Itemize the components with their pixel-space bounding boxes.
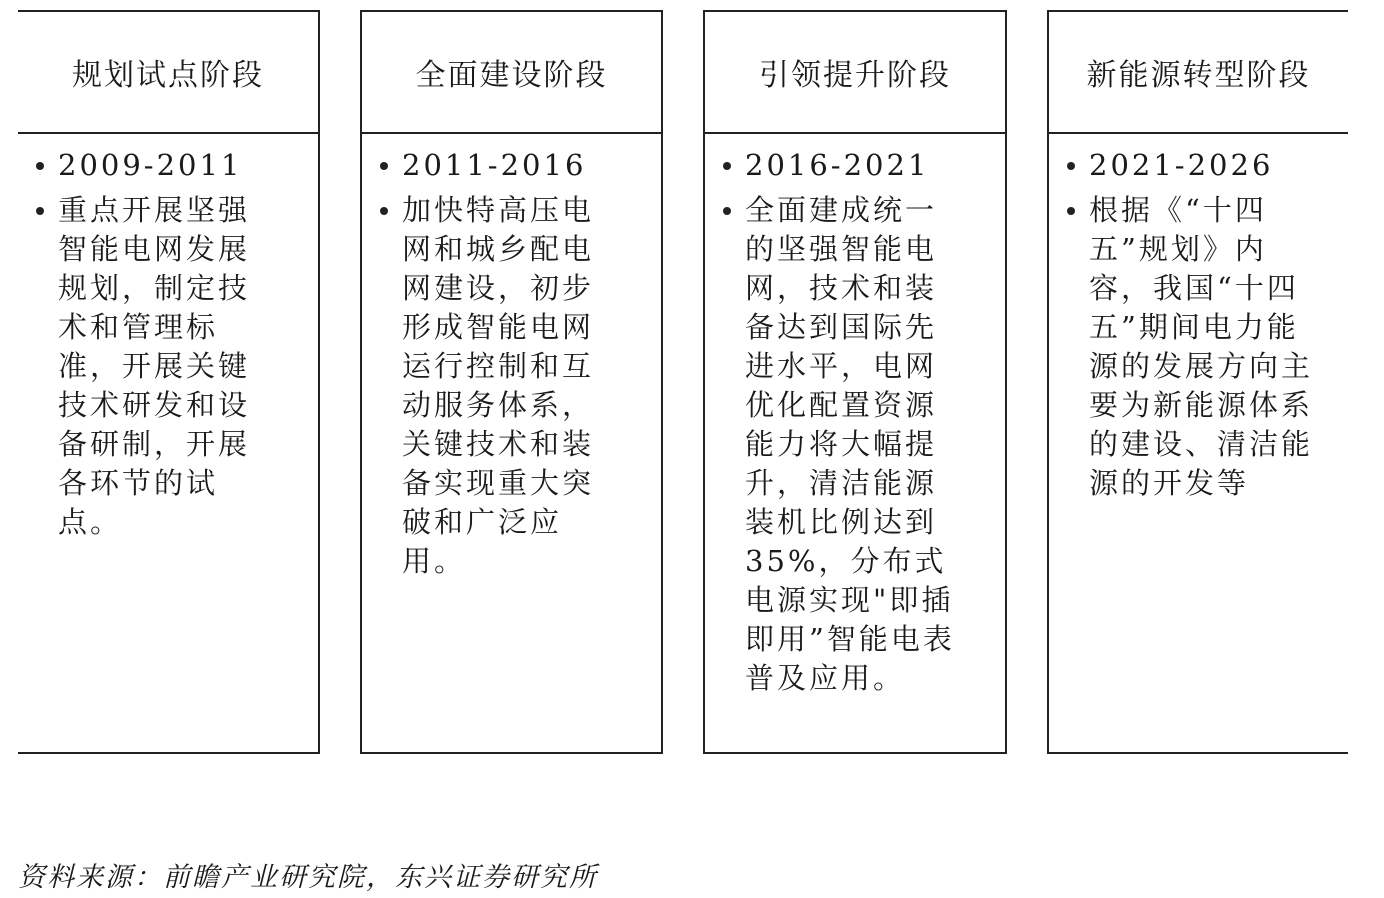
- stage-title: 规划试点阶段: [18, 12, 318, 134]
- stage-column-1: [18, 10, 320, 754]
- stage-title: 新能源转型阶段: [1049, 12, 1348, 134]
- stage-column-2: [360, 10, 663, 754]
- stage-description: 根据《“十四五”规划》内容，我国“十四五”期间电力能源的发展方向主要为新能源体系的建设、清洁能源的开发等: [1063, 191, 1313, 503]
- stage-period: 2009-2011: [32, 146, 272, 185]
- stage-period: 2021-2026: [1063, 146, 1313, 185]
- stage-period: 2011-2016: [376, 146, 616, 185]
- stage-title: 引领提升阶段: [705, 12, 1005, 134]
- stage-column-3: [703, 10, 1007, 754]
- stage-description: 全面建成统一的坚强智能电网，技术和装备达到国际先进水平，电网优化配置资源能力将大幅提升，清洁能源装机比例达到35%，分布式电源实现"即插即用”智能电表普及应用。: [719, 191, 959, 698]
- stage-period: 2016-2021: [719, 146, 959, 185]
- source-note: 资料来源：前瞻产业研究院，东兴证券研究所: [18, 862, 598, 893]
- stage-column-4: [1047, 10, 1348, 754]
- stage-description: 加快特高压电网和城乡配电网建设，初步形成智能电网运行控制和互动服务体系，关键技术和装备实现重大突破和广泛应用。: [376, 191, 616, 581]
- stage-description: 重点开展坚强智能电网发展规划，制定技术和管理标准，开展关键技术研发和设备研制，开展各环节的试点。: [32, 191, 272, 542]
- stage-title: 全面建设阶段: [362, 12, 661, 134]
